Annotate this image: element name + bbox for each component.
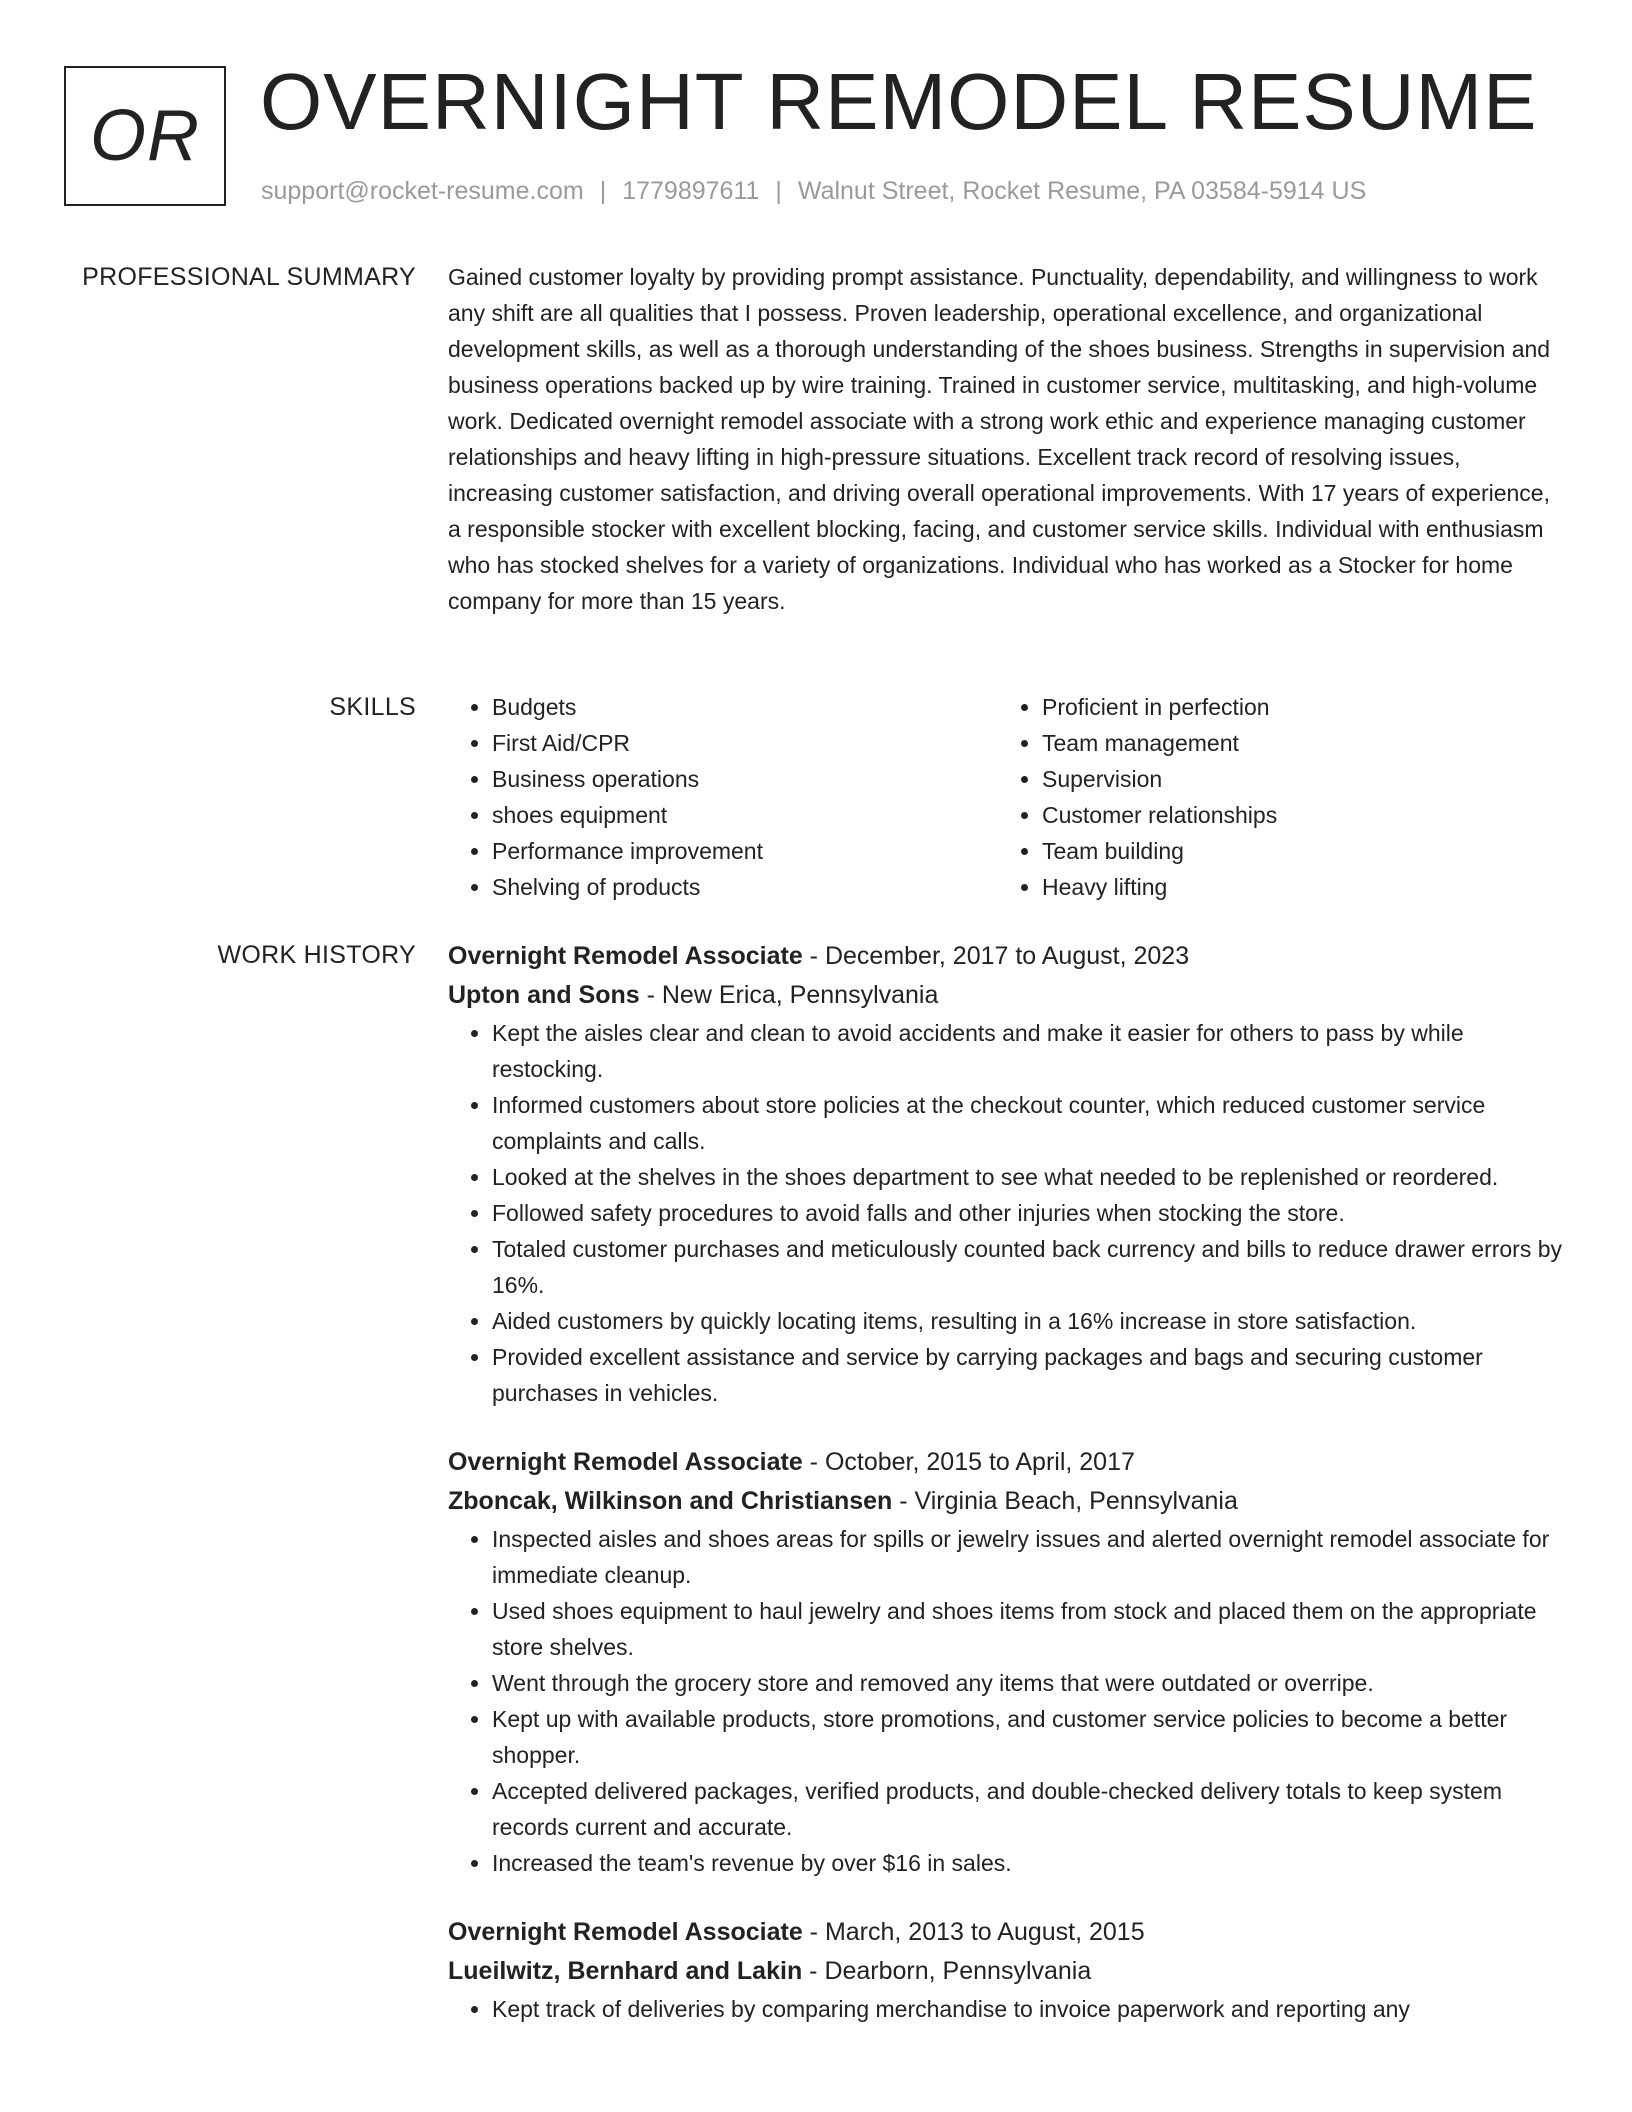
job-entry [448, 1913, 1566, 2027]
section-label-work: WORK HISTORY [217, 941, 416, 969]
job-title: Overnight Remodel Associate [448, 1448, 803, 1476]
skill-item: • Performance improvement [492, 833, 998, 869]
job-bullet: • Informed customers about store policies at the checkout counter, which reduced customer service complaints and calls. [492, 1087, 1566, 1159]
work-body [448, 937, 1566, 2059]
skills-list-left [448, 689, 998, 905]
skills-columns [448, 689, 1566, 905]
job-entry [448, 937, 1566, 1411]
job-bullet: • Aided customers by quickly locating items, resulting in a 16% increase in store satisfaction. [492, 1303, 1566, 1339]
job-bullet: • Provided excellent assistance and service by carrying packages and bags and securing customer purchases in vehicles. [492, 1339, 1566, 1411]
job-employer: Lueilwitz, Bernhard and Lakin - Dearborn, Pennsylvania [448, 1957, 1092, 1985]
job-bullet: • Kept track of deliveries by comparing merchandise to invoice paperwork and reporting any [492, 1991, 1566, 2027]
job-dates: October, 2015 to April, 2017 [824, 1448, 1135, 1476]
contact-separator: | [775, 177, 782, 205]
job-company: Zboncak, Wilkinson and Christiansen [448, 1487, 893, 1515]
job-bullet: • Kept up with available products, store promotions, and customer service policies to become a better shopper. [492, 1701, 1566, 1773]
job-bullet: • Went through the grocery store and removed any items that were outdated or overripe. [492, 1665, 1566, 1701]
contact-line [261, 174, 1366, 208]
monogram-initials: OR [90, 96, 200, 176]
skill-item: • Heavy lifting [1042, 869, 1548, 905]
job-header: Overnight Remodel Associate - October, 2015 to April, 2017 [448, 1448, 1135, 1476]
job-header: Overnight Remodel Associate - December, 2017 to August, 2023 [448, 942, 1190, 970]
job-bullets [448, 1015, 1566, 1411]
section-label-summary: PROFESSIONAL SUMMARY [82, 263, 416, 291]
monogram-box [64, 66, 226, 206]
job-location: Virginia Beach, Pennsylvania [914, 1487, 1238, 1515]
resume-title: OVERNIGHT REMODEL RESUME [260, 57, 1538, 146]
skills-column-right [998, 689, 1548, 905]
skill-item: • Shelving of products [492, 869, 998, 905]
contact-email: support@rocket-resume.com [261, 177, 584, 205]
summary-text: Gained customer loyalty by providing prompt assistance. Punctuality, dependability, and willingness to work any shift are all qualities that I possess. Proven leadership, operational excellence, and organizational development skills, as well as a thorough understanding of the shoes business. Strengths in supervision and business operations backed up by wire training. Trained in customer service, multitasking, and high-volume work. Dedicated overnight remodel associate with a strong work ethic and experience managing customer relationships and heavy lifting in high-pressure situations. Excellent track record of resolving issues, increasing customer satisfaction, and driving overall operational improvements. With 17 years of experience, a responsible stocker with excellent blocking, facing, and customer service skills. Individual with enthusiasm who has stocked shelves for a variety of organizations. Individual who has worked as a Stocker for home company for more than 15 years. [448, 264, 1551, 614]
job-entry [448, 1443, 1566, 1881]
job-location: New Erica, Pennsylvania [661, 981, 939, 1009]
skills-body [448, 689, 1566, 905]
job-location: Dearborn, Pennsylvania [824, 1957, 1092, 1985]
job-bullets [448, 1521, 1566, 1881]
skill-item: • Team building [1042, 833, 1548, 869]
skill-item: • First Aid/CPR [492, 725, 998, 761]
skills-column-left [448, 689, 998, 905]
contact-phone: 1779897611 [622, 177, 760, 205]
contact-address: Walnut Street, Rocket Resume, PA 03584-5914 US [797, 177, 1367, 205]
job-bullet: • Looked at the shelves in the shoes department to see what needed to be replenished or reordered. [492, 1159, 1566, 1195]
job-header: Overnight Remodel Associate - March, 2013 to August, 2015 [448, 1918, 1145, 1946]
job-bullets [448, 1991, 1566, 2027]
job-bullet: • Followed safety procedures to avoid falls and other injuries when stocking the store. [492, 1195, 1566, 1231]
job-title: Overnight Remodel Associate [448, 1918, 803, 1946]
skill-item: • Supervision [1042, 761, 1548, 797]
summary-body [448, 259, 1566, 619]
job-bullet: • Kept the aisles clear and clean to avoid accidents and make it easier for others to pass by while restocking. [492, 1015, 1566, 1087]
skill-item: • Customer relationships [1042, 797, 1548, 833]
skill-item: • shoes equipment [492, 797, 998, 833]
skill-item: • Budgets [492, 689, 998, 725]
job-bullet: • Totaled customer purchases and meticulously counted back currency and bills to reduce drawer errors by 16%. [492, 1231, 1566, 1303]
job-dates: December, 2017 to August, 2023 [824, 942, 1190, 970]
section-label-skills: SKILLS [329, 693, 416, 721]
job-bullet: • Increased the team's revenue by over $16 in sales. [492, 1845, 1566, 1881]
skills-list-right [998, 689, 1548, 905]
job-bullet: • Used shoes equipment to haul jewelry and shoes items from stock and placed them on the appropriate store shelves. [492, 1593, 1566, 1665]
job-company: Lueilwitz, Bernhard and Lakin [448, 1957, 803, 1985]
job-dates: March, 2013 to August, 2015 [824, 1918, 1145, 1946]
job-title: Overnight Remodel Associate [448, 942, 803, 970]
skill-item: • Business operations [492, 761, 998, 797]
job-company: Upton and Sons [448, 981, 640, 1009]
job-employer: Zboncak, Wilkinson and Christiansen - Virginia Beach, Pennsylvania [448, 1487, 1238, 1515]
job-employer: Upton and Sons - New Erica, Pennsylvania [448, 981, 939, 1009]
contact-separator: | [599, 177, 607, 205]
job-bullet: • Accepted delivered packages, verified products, and double-checked delivery totals to keep system records current and accurate. [492, 1773, 1566, 1845]
skill-item: • Proficient in perfection [1042, 689, 1548, 725]
skill-item: • Team management [1042, 725, 1548, 761]
job-bullet: • Inspected aisles and shoes areas for spills or jewelry issues and alerted overnight remodel associate for immediate cleanup. [492, 1521, 1566, 1593]
